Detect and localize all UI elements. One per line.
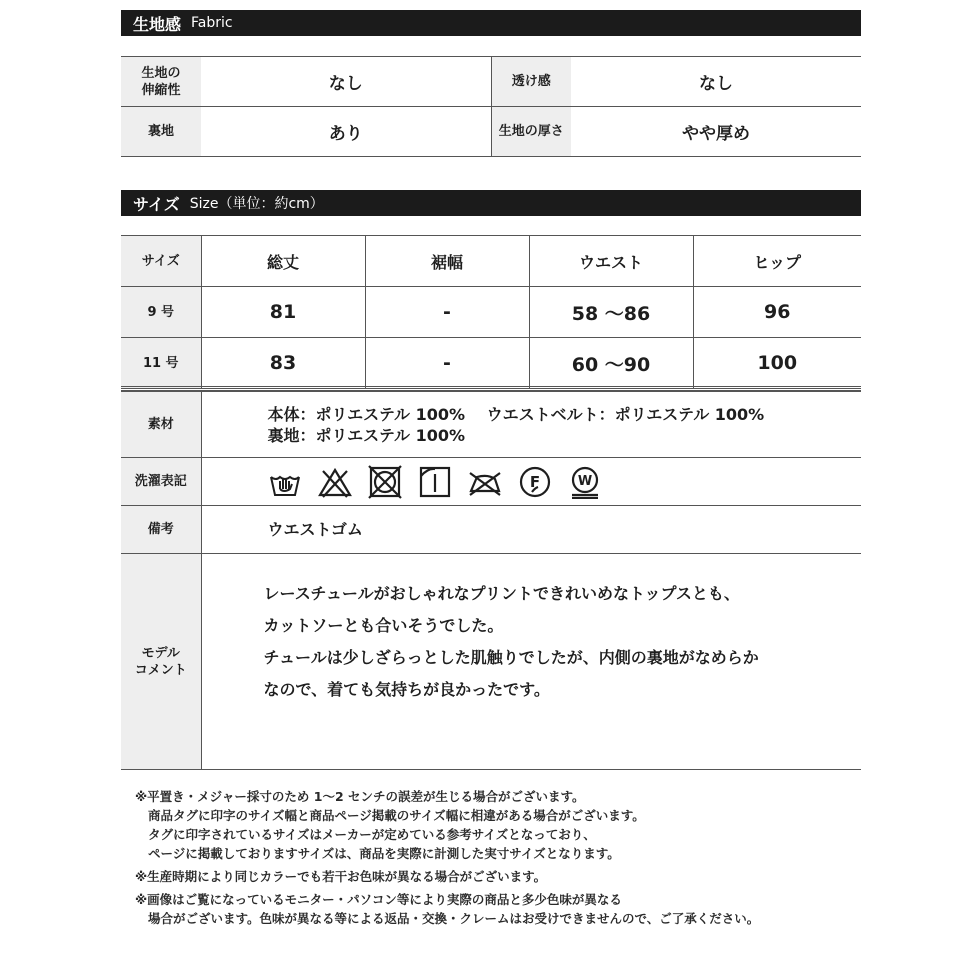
stretch-value: なし — [201, 57, 491, 107]
size-section-subtitle: Size（単位：約cm） — [189, 196, 324, 212]
fabric-section-subtitle: Fabric — [191, 15, 233, 31]
dry-clean-f-icon — [518, 465, 552, 499]
model-comment-label-line1: モデル — [141, 645, 180, 661]
stretch-label-line1: 生地の — [141, 65, 181, 81]
size-col-header: サイズ — [121, 236, 201, 287]
remarks-value: ウエストゴム — [201, 506, 861, 554]
no-tumble-dry-icon — [368, 465, 402, 499]
note-line: ※平置き・メジャー採寸のため 1〜2 センチの誤差が生じる場合がございます。 — [135, 789, 585, 804]
notes — [135, 787, 759, 928]
wet-clean-letter: W — [577, 473, 592, 489]
size-header-row — [121, 236, 861, 287]
material-value — [201, 392, 861, 458]
table-row — [121, 287, 861, 338]
remarks-label: 備考 — [121, 506, 201, 554]
detail-table — [121, 391, 861, 770]
no-bleach-icon — [318, 465, 352, 499]
dry-clean-letter: F — [529, 472, 540, 491]
note-line: ※生産時期により同じカラーでも若干お色味が異なる場合がございます。 — [135, 869, 547, 884]
care-label: 洗濯表記 — [121, 458, 201, 506]
care-icons-cell — [201, 458, 861, 506]
fabric-table — [121, 56, 861, 157]
hem-width-cell: - — [365, 338, 529, 389]
table-row — [121, 338, 861, 389]
size-cell: 11 号 — [121, 338, 201, 389]
note-line: タグに印字されているサイズはメーカーが定めている参考サイズとなっており、 — [148, 827, 596, 842]
waist-col-header: ウエスト — [529, 236, 693, 287]
waist-cell: 60 〜90 — [529, 338, 693, 389]
waist-cell: 58 〜86 — [529, 287, 693, 338]
care-row — [121, 458, 861, 506]
hem-width-col-header: 裾幅 — [365, 236, 529, 287]
sheer-value: なし — [571, 57, 861, 107]
material-line2: 裏地：ポリエステル 100% — [267, 425, 466, 445]
thickness-label: 生地の厚さ — [491, 107, 571, 157]
lining-label: 裏地 — [121, 107, 201, 157]
comment-line: カットソーとも合いそうでした。 — [263, 615, 504, 635]
note-line: 商品タグに印字のサイズ幅と商品ページ掲載のサイズ幅に相違がある場合がございます。 — [148, 808, 645, 823]
note-line: 場合がございます。色味が異なる等による返品・交換・クレームはお受けできませんので、ご了承ください。 — [148, 911, 760, 926]
stretch-label — [121, 57, 201, 107]
sheer-label: 透け感 — [491, 57, 571, 107]
hip-cell: 100 — [693, 338, 861, 389]
care-icons — [202, 465, 862, 499]
size-table — [121, 235, 861, 389]
wet-clean-w-icon — [568, 465, 602, 499]
line-dry-icon — [418, 465, 452, 499]
note-line: ページに掲載しておりますサイズは、商品を実際に計測した実寸サイズとなります。 — [148, 846, 620, 861]
note-line: ※画像はご覧になっているモニター・パソコン等により実際の商品と多少色味が異なる — [135, 892, 622, 907]
lining-value: あり — [201, 107, 491, 157]
size-cell: 9 号 — [121, 287, 201, 338]
fabric-row — [121, 107, 861, 157]
model-comment-text — [201, 554, 861, 770]
model-comment-row — [121, 554, 861, 770]
hip-cell: 96 — [693, 287, 861, 338]
material-line1: 本体：ポリエステル 100% ウエストベルト：ポリエステル 100% — [267, 404, 765, 424]
iron-low-icon — [468, 465, 502, 499]
hip-col-header: ヒップ — [693, 236, 861, 287]
thickness-value: やや厚め — [571, 107, 861, 157]
stretch-label-line2: 伸縮性 — [141, 82, 181, 98]
comment-line: レースチュールがおしゃれなプリントできれいめなトップスとも、 — [263, 583, 740, 603]
hand-wash-icon — [268, 465, 302, 499]
size-section-title: サイズ — [133, 194, 180, 214]
material-label: 素材 — [121, 392, 201, 458]
comment-line: なので、着ても気持ちが良かったです。 — [263, 679, 550, 699]
length-cell: 83 — [201, 338, 365, 389]
length-cell: 81 — [201, 287, 365, 338]
size-section-header — [121, 190, 861, 216]
model-comment-label — [121, 554, 201, 770]
fabric-section-title: 生地感 — [133, 14, 182, 34]
length-col-header: 総丈 — [201, 236, 365, 287]
hem-width-cell: - — [365, 287, 529, 338]
model-comment-label-line2: コメント — [134, 662, 187, 678]
fabric-row — [121, 57, 861, 107]
remarks-row — [121, 506, 861, 554]
material-row — [121, 392, 861, 458]
fabric-section-header — [121, 10, 861, 36]
comment-line: チュールは少しざらっとした肌触りでしたが、内側の裏地がなめらか — [263, 647, 759, 667]
